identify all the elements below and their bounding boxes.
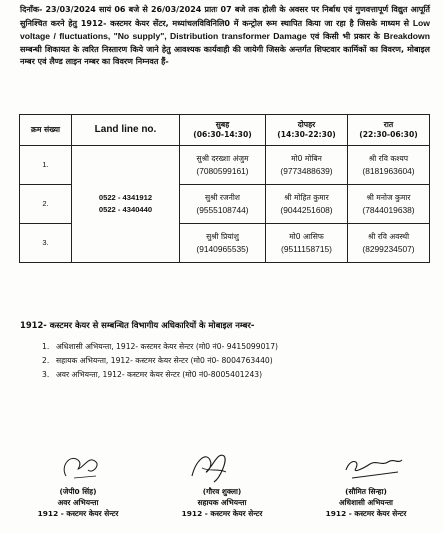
header-night-time: (22:30-06:30): [359, 130, 418, 139]
list-item-text: अवर अभियन्ता, 1912- कस्टमर केयर सेन्टर (मो0 नं0-8005401243): [56, 370, 263, 379]
staff-mobile: (9511158715): [281, 244, 332, 254]
signatory-name: (सौमित सिन्हा): [345, 487, 387, 496]
row-sr: 1.: [20, 146, 72, 185]
morning-cell: [180, 146, 266, 185]
list-item: [42, 354, 278, 368]
list-item-number: 2.: [42, 356, 50, 365]
intro-text-4: Breakdown: [383, 31, 430, 42]
staff-name: सुश्री प्रियांशु: [206, 232, 239, 241]
morning-cell: [180, 224, 266, 263]
signature-image: [18, 446, 138, 486]
staff-mobile: (9773488639): [280, 166, 333, 176]
staff-name: सुश्री रजनीश: [205, 193, 240, 202]
landline-cell: [72, 146, 180, 263]
signature-image: [306, 446, 426, 486]
afternoon-cell: [266, 224, 348, 263]
signature-block-ae-junior: [18, 446, 138, 519]
signatory-office: 1912 - कस्टमर केयर सेन्टर: [181, 509, 263, 518]
header-night-label: रात: [383, 120, 394, 129]
staff-mobile: (7080599161): [196, 166, 249, 176]
landline-number-1: 0522 - 4341912: [98, 193, 153, 202]
staff-name: श्री रवि अवस्थी: [367, 232, 410, 241]
header-morning-label: सुबह: [215, 120, 230, 129]
signatory-designation: अधिशासी अभियन्ता: [339, 498, 393, 507]
staff-mobile: (8181963604): [362, 166, 415, 176]
night-cell: [348, 185, 430, 224]
intro-text-3: एवं किसी भी प्रकार के: [310, 32, 380, 42]
header-landline: Land line no.: [72, 115, 180, 146]
duty-roster-table: [19, 114, 430, 263]
afternoon-cell: [266, 185, 348, 224]
staff-name: श्री मनोज कुमार: [366, 193, 411, 202]
header-afternoon: [266, 115, 348, 146]
afternoon-cell: [266, 146, 348, 185]
intro-text-1: दिनाँक- 23/03/2024 सायं 06 बजे से 26/03/2024 प्रातः 07 बजे तक होली के अवसर पर निर्बाध एवं गुणवत्तापूर्ण विद्युत आपूर्ति सुनिश्चित करने हेतु 1912- कस्टमर केयर सेंटर, मध्यांचलविविनिलि0 में कन्ट्रोल रूम स्थापित किया जा रहा है जिसके माध्यम से: [20, 5, 430, 28]
row-sr: 2.: [20, 185, 72, 224]
header-morning: [180, 115, 266, 146]
intro-text-5: सम्बन्धी शिकायत के त्वरित निस्तारण किये जाने हेतु आवश्यक कार्यवाही की जायेगी जिसके अन्तर्गत शिफ्टवार कार्मिकों का विवरण, मोबाइल नम्बर एवं लैण्ड लाइन नम्बर का विवरण निम्नवत हैं-: [20, 44, 430, 67]
signatory-name: (जेपी0 सिंह): [59, 487, 97, 496]
night-cell: [348, 224, 430, 263]
list-item-text: अधिशासी अभियन्ता, 1912- कस्टमर केयर सेन्टर (मो0 नं0- 9415099017): [56, 342, 279, 351]
night-cell: [348, 146, 430, 185]
staff-name: मो0 मोबिन: [291, 154, 322, 163]
list-item-number: 1.: [42, 342, 50, 351]
row-sr: 3.: [20, 224, 72, 263]
staff-name: श्री मोहित कुमार: [284, 193, 329, 202]
intro-text-2: Low voltage / fluctuations, "No supply", Distribution transformer Damage: [20, 17, 430, 42]
signatory-designation: अवर अभियन्ता: [57, 498, 99, 507]
signatory-designation: सहायक अभियन्ता: [197, 498, 247, 507]
staff-mobile: (9555108744): [196, 205, 249, 215]
header-afternoon-time: (14:30-22:30): [277, 130, 336, 139]
signature-block-ae-assistant: [162, 446, 282, 519]
header-morning-time: (06:30-14:30): [193, 130, 252, 139]
signatory-office: 1912 - कस्टमर केयर सेन्टर: [37, 509, 119, 518]
staff-mobile: (9140965535): [196, 244, 249, 254]
header-sr: क्रम संख्या: [20, 115, 72, 146]
staff-mobile: (8299234507): [362, 244, 415, 254]
staff-name: मो0 आसिफ: [289, 232, 324, 241]
list-item-text: सहायक अभियन्ता, 1912- कस्टमर केयर सेन्टर (मो0 नं0- 8004763440): [56, 356, 273, 365]
landline-number-2: 0522 - 4340440: [98, 205, 153, 214]
header-night: [348, 115, 430, 146]
list-item-number: 3.: [42, 370, 50, 379]
staff-name: श्री रवि कश्यप: [368, 154, 409, 163]
table-header-row: [20, 115, 430, 146]
signatory-office: 1912 - कस्टमर केयर सेन्टर: [325, 509, 407, 518]
list-item: [42, 340, 278, 354]
officers-list: [42, 340, 278, 382]
signature-image: [162, 446, 282, 486]
morning-cell: [180, 185, 266, 224]
staff-mobile: (7844019638): [362, 205, 415, 215]
header-afternoon-label: दोपहर: [297, 120, 316, 129]
signatory-name: (गौरव शुक्ला): [202, 487, 242, 496]
officers-heading: 1912- कस्टमर केयर से सम्बन्धित विभागीय अधिकारियों के मोबाइल नम्बर-: [20, 320, 255, 330]
signature-block-ee: [306, 446, 426, 519]
intro-paragraph: [20, 4, 430, 69]
staff-mobile: (9044251608): [280, 205, 333, 215]
list-item: [42, 368, 278, 382]
table-row: [20, 146, 430, 185]
staff-name: सुश्री दरख्शा अंजुम: [196, 154, 249, 163]
